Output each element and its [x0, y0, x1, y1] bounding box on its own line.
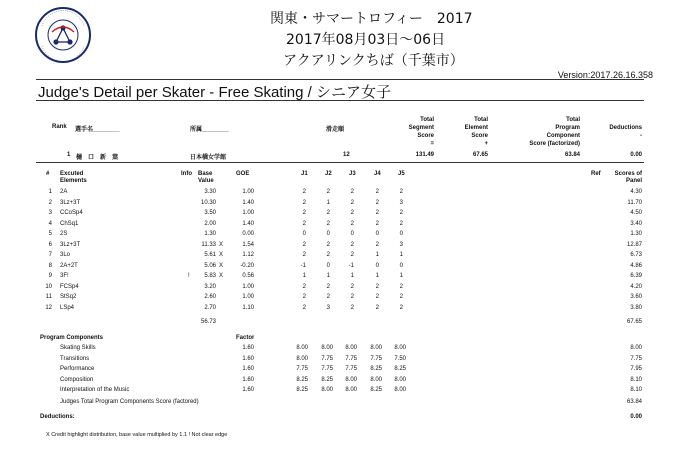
component-name: Skating Skills — [60, 345, 96, 351]
goe-header: GOE — [236, 171, 250, 177]
pcs-total-label: Judges Total Program Components Score (factored) — [60, 399, 199, 405]
element-bonus-mark: X — [219, 241, 224, 248]
component-name: Composition — [60, 376, 94, 383]
judge-score: 2 — [399, 283, 403, 290]
judge-component-score: 8.00 — [321, 345, 333, 351]
judge-score: 0 — [326, 262, 330, 269]
element-number: 3 — [48, 210, 52, 216]
judge-score: 2 — [302, 252, 306, 258]
element-code: 3F! — [60, 273, 69, 279]
judge-component-score: 8.00 — [370, 345, 382, 351]
element-goe: 0.56 — [242, 273, 254, 279]
club-header: 所属________ — [190, 127, 229, 133]
element-code: 2A+2T — [60, 262, 78, 269]
judge-score: 2 — [302, 189, 306, 195]
judge-score: 2 — [326, 241, 330, 248]
element-goe: 1.12 — [242, 252, 254, 258]
element-code: FCSp4 — [60, 283, 79, 290]
judge-component-score: 8.25 — [370, 366, 382, 373]
element-panel-score: 6.39 — [630, 273, 642, 279]
element-number: 7 — [48, 252, 52, 258]
judge-score: 0 — [350, 231, 354, 237]
event-dates: 2017年08月03日～06日 — [286, 32, 446, 48]
judge-header: J3 — [349, 171, 356, 177]
element-code: CCoSp4 — [60, 210, 83, 216]
element-base-value: 10.30 — [200, 199, 216, 206]
judge-score: 2 — [350, 304, 354, 311]
deductions-score: 0.00 — [630, 152, 642, 158]
element-base-value: 3.50 — [204, 210, 216, 216]
judge-score: 2 — [375, 241, 379, 248]
judge-score: 2 — [350, 294, 354, 300]
element-number: 2 — [48, 199, 52, 206]
judge-score: -1 — [348, 262, 354, 269]
element-panel-score: 1.30 — [630, 231, 642, 237]
judge-component-score: 8.00 — [296, 355, 308, 362]
element-base-value: 5.61 — [204, 252, 216, 258]
element-bonus-mark: X — [219, 252, 224, 258]
judge-component-score: 7.50 — [394, 355, 406, 362]
component-panel-score: 7.95 — [630, 366, 642, 373]
element-code: 3Lz+3T — [60, 199, 81, 206]
base-value-header: Base Value — [198, 171, 214, 184]
judge-score: 2 — [375, 304, 379, 311]
judge-score: 2 — [375, 283, 379, 290]
element-bonus-mark: X — [219, 273, 224, 279]
element-goe: 0.00 — [242, 231, 254, 237]
component-panel-score: 8.10 — [630, 376, 642, 383]
judge-component-score: 8.00 — [394, 345, 406, 351]
judge-score: 2 — [399, 294, 403, 300]
judge-score: 0 — [399, 231, 403, 237]
judge-score: 2 — [375, 294, 379, 300]
judge-component-score: 8.25 — [296, 376, 308, 383]
element-number: 12 — [45, 304, 52, 311]
judge-score: 2 — [399, 220, 403, 227]
judge-component-score: 8.00 — [394, 376, 406, 383]
element-number: 6 — [48, 241, 52, 248]
pcs-score-header: Total Program Component Score (factorized) — [529, 117, 580, 147]
component-panel-score: 7.75 — [630, 355, 642, 362]
element-code: 2S — [60, 231, 68, 237]
judge-component-score: 8.00 — [345, 387, 357, 394]
judge-component-score: 8.00 — [394, 387, 406, 394]
judge-score: 1 — [399, 273, 403, 279]
element-info: ! — [188, 273, 190, 279]
component-name: Transitions — [60, 355, 90, 362]
element-panel-score: 12.87 — [626, 241, 642, 248]
judge-component-score: 7.75 — [321, 366, 333, 373]
info-header: Info — [181, 171, 192, 177]
start-header: 滑走順 — [326, 127, 345, 133]
judge-component-score: 7.75 — [370, 355, 382, 362]
judge-header: J4 — [374, 171, 381, 177]
judge-component-score: 8.25 — [370, 387, 382, 394]
judge-score: 2 — [302, 283, 306, 290]
judge-component-score: 8.00 — [345, 345, 357, 351]
judge-score: 2 — [350, 199, 354, 206]
element-goe: 1.54 — [242, 241, 254, 248]
skater-club: 日本橋女学館 — [190, 155, 227, 161]
judge-score: 2 — [326, 189, 330, 195]
divider — [36, 162, 644, 163]
element-panel-score: 3.60 — [630, 294, 642, 300]
start-number: 12 — [343, 152, 350, 158]
judge-component-score: 8.00 — [370, 376, 382, 383]
judge-score: 2 — [375, 199, 379, 206]
element-panel-score: 4.20 — [630, 283, 642, 290]
component-panel-score: 8.10 — [630, 387, 642, 394]
element-base-value: 3.30 — [204, 189, 216, 195]
element-goe: 1.00 — [242, 210, 254, 216]
judge-score: 1 — [326, 199, 330, 206]
judge-score: 3 — [399, 199, 403, 206]
judge-score: 1 — [375, 252, 379, 258]
judge-score: 2 — [302, 304, 306, 311]
deductions-header: Deductions - — [609, 125, 642, 139]
judge-score: 2 — [326, 283, 330, 290]
judge-score: 2 — [326, 210, 330, 216]
ref-header: Ref — [591, 171, 601, 177]
pcs-total-score: 63.84 — [626, 399, 642, 405]
federation-logo — [34, 6, 92, 64]
judge-score: 2 — [302, 241, 306, 248]
judge-score: 1 — [350, 273, 354, 279]
elements-total-score: 67.65 — [626, 319, 642, 325]
component-factor: 1.60 — [242, 355, 254, 362]
page-subtitle: Judge's Detail per Skater - Free Skating / シニア女子 — [38, 84, 391, 101]
judge-score: 0 — [302, 231, 306, 237]
factor-header: Factor — [236, 335, 255, 341]
judge-score: 2 — [350, 220, 354, 227]
version-label: Version:2017.26.16.358 — [557, 70, 653, 80]
element-base-value: 3.20 — [204, 283, 216, 290]
element-score-header: Total Element Score + — [464, 117, 488, 147]
judge-score: 2 — [350, 241, 354, 248]
panel-score-header: Scores of Panel — [614, 171, 642, 184]
element-goe: 1.00 — [242, 294, 254, 300]
element-goe: 1.10 — [242, 304, 254, 311]
element-code: 2A — [60, 189, 68, 195]
element-goe: -0.20 — [240, 262, 254, 269]
event-title: 関東・サマートロフィー 2017 — [270, 11, 473, 27]
element-code: ChSq1 — [60, 220, 79, 227]
judge-score: 0 — [399, 262, 403, 269]
element-base-value: 2.70 — [204, 304, 216, 311]
judge-score: 2 — [302, 294, 306, 300]
judge-header: J1 — [301, 171, 308, 177]
element-score: 67.65 — [472, 152, 488, 158]
element-panel-score: 6.73 — [630, 252, 642, 258]
judge-score: 2 — [375, 220, 379, 227]
judge-score: 2 — [399, 189, 403, 195]
element-panel-score: 11.70 — [627, 199, 642, 206]
judge-score: 3 — [326, 304, 330, 311]
element-panel-score: 3.80 — [630, 304, 642, 311]
skater-rank: 1 — [67, 152, 71, 158]
element-number: 1 — [48, 189, 52, 195]
program-components-title: Program Components — [40, 335, 104, 341]
component-factor: 1.60 — [242, 387, 254, 394]
executed-elements-header: Excuted Elements — [60, 171, 87, 184]
judge-score: 2 — [302, 210, 306, 216]
element-bonus-mark: X — [219, 262, 224, 269]
element-code: StSq2 — [60, 294, 77, 300]
element-base-value: 2.60 — [204, 294, 216, 300]
judge-score: 1 — [375, 273, 379, 279]
segment-score: 131.49 — [415, 152, 434, 158]
element-panel-score: 4.86 — [630, 262, 642, 269]
judge-component-score: 8.25 — [394, 366, 406, 373]
rank-header: Rank — [52, 124, 67, 130]
element-panel-score: 3.40 — [630, 220, 642, 227]
divider — [36, 100, 644, 101]
judge-component-score: 7.75 — [345, 366, 357, 373]
judge-header: J5 — [398, 171, 405, 177]
element-base-value: 2.00 — [204, 220, 216, 227]
judge-score: 1 — [302, 273, 306, 279]
name-header: 選手名________ — [75, 127, 120, 133]
judge-component-score: 8.00 — [296, 345, 308, 351]
deductions-label: Deductions: — [40, 414, 75, 420]
judge-score: 2 — [350, 252, 354, 258]
element-number: 9 — [48, 273, 52, 279]
judge-score: 2 — [375, 189, 379, 195]
element-goe: 1.00 — [242, 189, 254, 195]
judge-score: 1 — [326, 273, 330, 279]
judge-component-score: 8.00 — [345, 376, 357, 383]
judge-component-score: 8.00 — [321, 387, 333, 394]
judge-component-score: 7.75 — [321, 355, 333, 362]
judge-score: 2 — [375, 210, 379, 216]
event-venue: アクアリンクちば（千葉市） — [283, 53, 464, 69]
judge-score: 2 — [326, 220, 330, 227]
pcs-score: 63.84 — [564, 152, 580, 158]
element-goe: 1.40 — [242, 220, 254, 227]
element-number: 5 — [48, 231, 52, 237]
element-number: 8 — [48, 262, 52, 269]
divider — [36, 79, 644, 80]
judge-component-score: 7.75 — [345, 355, 357, 362]
component-factor: 1.60 — [242, 376, 254, 383]
element-code: 3Lz+3T — [60, 241, 81, 248]
element-code: 3Lo — [60, 252, 71, 258]
judge-score: 2 — [350, 210, 354, 216]
judge-score: 2 — [399, 210, 403, 216]
element-code: LSp4 — [60, 304, 75, 311]
skater-name: 樋 口 新 葉 — [76, 155, 119, 161]
element-number: 4 — [48, 220, 52, 227]
segment-score-header: Total Segment Score = — [408, 117, 434, 147]
footnote: X Credit highlight distribution, base value multiplied by 1.1 ! Not clear edge — [46, 432, 228, 438]
judge-header: J2 — [325, 171, 332, 177]
component-factor: 1.60 — [242, 345, 254, 351]
judge-score: 2 — [399, 304, 403, 311]
component-name: Performance — [60, 366, 95, 373]
judge-component-score: 8.25 — [296, 387, 308, 394]
component-name: Interpretation of the Music — [60, 387, 130, 394]
element-number: 11 — [45, 294, 52, 300]
component-factor: 1.60 — [242, 366, 254, 373]
judge-component-score: 7.75 — [296, 366, 308, 373]
element-goe: 1.00 — [242, 283, 254, 290]
judge-score: 1 — [399, 252, 403, 258]
element-base-value: 5.06 — [204, 262, 216, 269]
judge-score: 2 — [302, 220, 306, 227]
num-header: # — [46, 171, 50, 177]
element-panel-score: 4.50 — [630, 210, 642, 216]
judge-score: 0 — [375, 231, 379, 237]
judge-score: 2 — [350, 189, 354, 195]
component-panel-score: 8.00 — [630, 345, 642, 351]
element-base-value: 5.83 — [204, 273, 216, 279]
judge-score: 3 — [399, 241, 403, 248]
judge-score: 2 — [326, 294, 330, 300]
judge-score: 2 — [350, 283, 354, 290]
deductions-value: 0.00 — [630, 414, 642, 420]
judge-score: 2 — [302, 199, 306, 206]
element-goe: 1.40 — [242, 199, 254, 206]
element-base-value: 11.33 — [201, 241, 216, 248]
judge-score: 2 — [326, 252, 330, 258]
element-base-value: 1.30 — [204, 231, 216, 237]
judge-score: 0 — [326, 231, 330, 237]
element-panel-score: 4.30 — [630, 189, 642, 195]
element-number: 10 — [45, 283, 52, 290]
base-value-total: 56.73 — [200, 319, 216, 325]
judge-score: 0 — [375, 262, 379, 269]
judge-score: -1 — [300, 262, 306, 269]
judge-component-score: 8.25 — [321, 376, 333, 383]
